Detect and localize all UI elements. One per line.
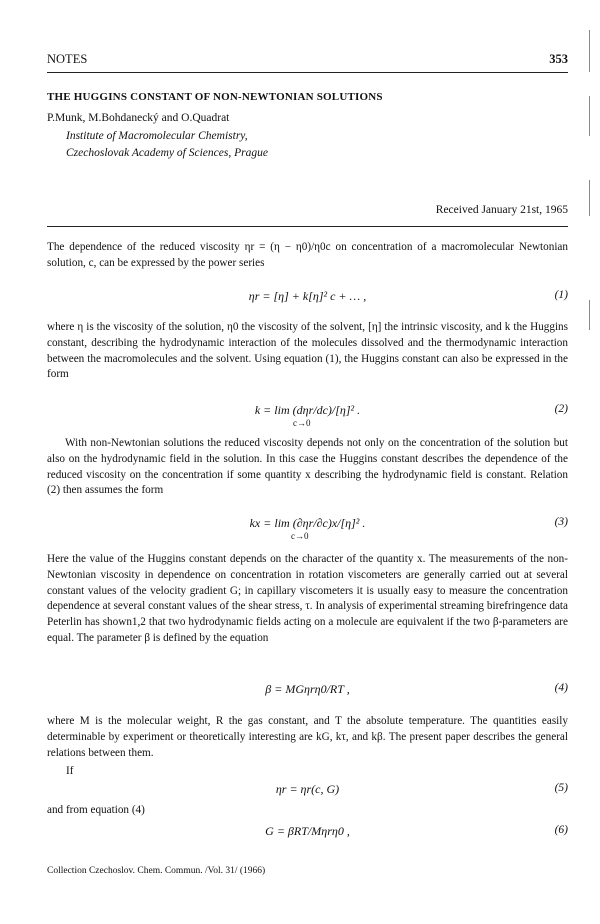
equation-1 — [47, 289, 568, 307]
equation-5-number: (5) — [554, 782, 568, 794]
equation-3 — [47, 516, 568, 541]
equation-3-body: kx = lim (∂ηr/∂c)x/[η]² . — [249, 516, 366, 530]
equation-6-body: G = βRT/Mηrη0 , — [265, 824, 350, 838]
paragraph-1: The dependence of the reduced viscosity ηr = (η − η0)/η0c on concentration of a macromolecular Newtonian solution, c, can be expressed by the power series — [47, 241, 568, 269]
equation-1-body: ηr = [η] + k[η]² c + … , — [248, 289, 367, 303]
received-rule — [47, 226, 568, 227]
equation-6 — [47, 824, 568, 842]
footer-citation: Collection Czechoslov. Chem. Commun. /Vol. 31/ (1966) — [47, 866, 266, 876]
scan-margin-mark — [589, 300, 590, 330]
paragraph-3: With non-Newtonian solutions the reduced viscosity depends not only on the concentration of the solution but also on the hydrodynamic field in the solution. In this case the Huggins constant describes the dependence of the reduced viscosity on the concentration if some quantity x describing the hydrodynamic field is constant. Relation (2) then assumes the form — [47, 437, 568, 497]
equation-5 — [47, 782, 568, 800]
authors: P.Munk, M.Bohdanecký and O.Quadrat — [47, 112, 230, 124]
if-word: If — [66, 765, 74, 777]
article-title: THE HUGGINS CONSTANT OF NON-NEWTONIAN SOLUTIONS — [47, 91, 383, 103]
equation-6-number: (6) — [554, 824, 568, 836]
equation-2-limit: c→0 — [293, 418, 311, 428]
equation-4-body: β = MGηrη0/RT , — [265, 682, 350, 696]
scan-margin-mark — [589, 96, 590, 136]
paragraph-4: Here the value of the Huggins constant depends on the character of the quantity x. The measurements of the non-Newtonian viscosity in dependence on concentration in rotation viscometers are generally carried out at several constant values of the velocity gradient G; in capillary viscometers it is usually easy to measure the concentration dependence at several constant values of the shear stress, τ. In analysis of experimental streaming birefringence data Peterlin has shown1,2 that two hydrodynamic fields acting on a molecule are equivalent if the two β-parameters are equal. The parameter β is defined by the equation — [47, 553, 568, 644]
affiliation-line-1: Institute of Macromolecular Chemistry, — [66, 130, 248, 142]
header-rule — [47, 72, 568, 73]
paragraph-2: where η is the viscosity of the solution, η0 the viscosity of the solvent, [η] the intrinsic viscosity, and k the Huggins constant, describing the hydrodynamic interaction of the molecules dissolved and the thermodynamic interaction between the macromolecules and the solvent. Using equation (1), the Huggins constant can also be expressed in the form — [47, 321, 568, 381]
equation-3-number: (3) — [554, 516, 568, 528]
equation-4 — [47, 682, 568, 700]
equation-2 — [47, 403, 568, 428]
equation-2-body: k = lim (dηr/dc)/[η]² . — [254, 403, 361, 417]
equation-2-number: (2) — [554, 403, 568, 415]
scan-margin-mark — [589, 30, 590, 72]
received-date: Received January 21st, 1965 — [435, 204, 568, 216]
equation-4-number: (4) — [554, 682, 568, 694]
section-label: NOTES — [47, 52, 88, 66]
affiliation-line-2: Czechoslovak Academy of Sciences, Prague — [66, 147, 268, 159]
paragraph-6: and from equation (4) — [47, 804, 145, 816]
paragraph-5: where M is the molecular weight, R the gas constant, and T the absolute temperature. The quantities easily determinable by experiment or theoretically interesting are kG, kτ, and kβ. The present paper describes the general relations between them. — [47, 715, 568, 759]
page-number: 353 — [549, 52, 568, 66]
scan-margin-mark — [589, 180, 590, 216]
equation-5-body: ηr = ηr(c, G) — [275, 782, 340, 796]
equation-3-limit: c→0 — [291, 531, 309, 541]
equation-1-number: (1) — [554, 289, 568, 301]
